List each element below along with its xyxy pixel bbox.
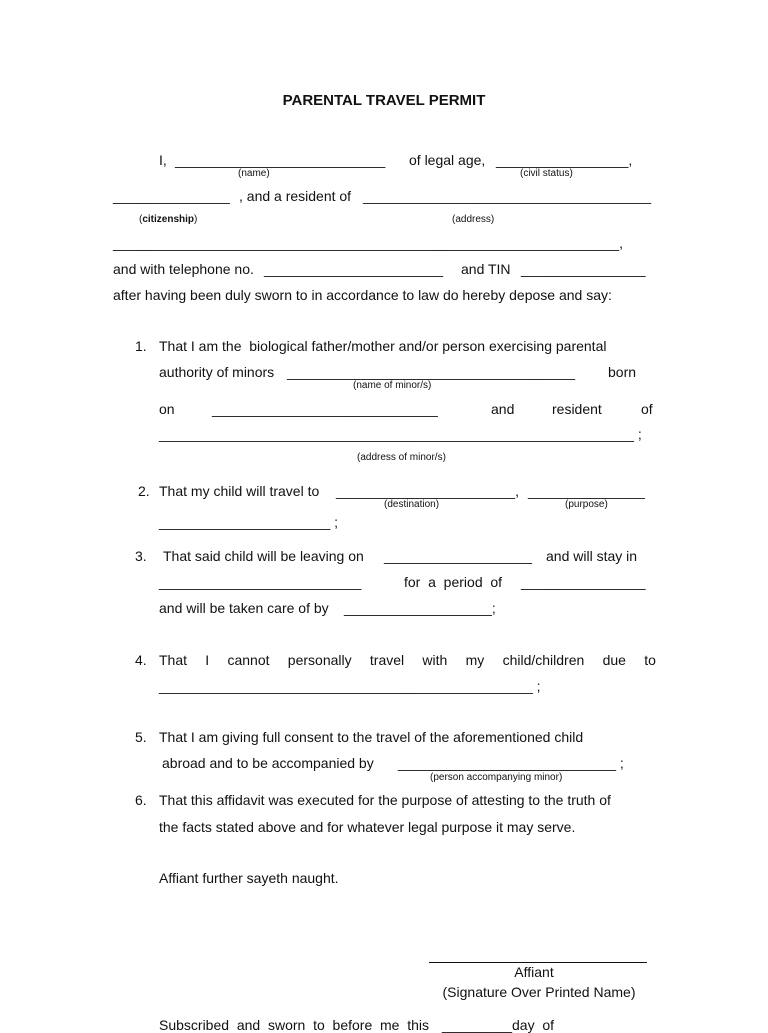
leaving-date-blank[interactable]: ___________________ <box>384 548 532 564</box>
item3-stay-text: and will stay in <box>546 548 638 564</box>
item1-resident-text: resident <box>552 401 602 417</box>
accompanying-person-blank[interactable]: ____________________________ ; <box>398 755 624 771</box>
reason-blank[interactable]: ________________________________________________ ; <box>159 678 541 694</box>
day-of-text: day of <box>512 1017 555 1033</box>
label-purpose: (purpose) <box>565 499 608 510</box>
intro-i: I, <box>159 152 167 168</box>
label-address: (address) <box>452 214 495 225</box>
item6-line2: the facts stated above and for whatever legal purpose it may serve. <box>159 819 576 835</box>
depose-text: after having been duly sworn to in accordance to law do hereby depose and say: <box>113 287 612 303</box>
item3-number: 3. <box>135 548 147 564</box>
destination-blank[interactable]: _______________________, <box>336 483 519 499</box>
telephone-text: and with telephone no. <box>113 261 254 277</box>
affiant-label: Affiant <box>514 964 554 980</box>
citizenship-blank[interactable]: _______________ <box>113 188 230 204</box>
stay-place-blank[interactable]: __________________________ <box>159 574 362 590</box>
minor-address-blank[interactable]: _____________________________________________________________ ; <box>159 426 642 442</box>
period-blank[interactable]: ________________ <box>521 574 646 590</box>
label-citizenship: (citizenship) <box>139 214 198 225</box>
item5-accompanied-text: abroad and to be accompanied by <box>162 755 374 771</box>
name-blank[interactable]: ___________________________ <box>175 152 386 168</box>
item6-line1: That this affidavit was executed for the purpose of attesting to the truth of <box>159 792 611 808</box>
purpose-blank[interactable]: _______________ <box>528 483 645 499</box>
day-blank[interactable]: _________ <box>442 1017 513 1033</box>
caretaker-blank[interactable]: ___________________; <box>344 600 496 616</box>
item4-number: 4. <box>135 652 147 668</box>
legal-age-text: of legal age, <box>409 152 486 168</box>
document-title: PARENTAL TRAVEL PERMIT <box>282 92 486 109</box>
item1-authority-text: authority of minors <box>159 364 275 380</box>
item2-travel-text: That my child will travel to <box>159 483 320 499</box>
signature-line[interactable] <box>429 962 647 963</box>
tin-blank[interactable]: ________________ <box>521 261 646 277</box>
address-blank[interactable]: _____________________________________ <box>363 188 652 204</box>
resident-text: , and a resident of <box>239 188 352 204</box>
birth-date-blank[interactable]: _____________________________ <box>212 401 438 417</box>
item1-on-text: on <box>159 401 175 417</box>
item6-number: 6. <box>135 792 147 808</box>
item1-line1: That I am the biological father/mother and/or person exercising parental <box>159 338 607 354</box>
label-civil-status: (civil status) <box>520 168 573 179</box>
label-name: (name) <box>238 168 270 179</box>
label-minor-name: (name of minor/s) <box>353 380 432 391</box>
address-continuation-blank[interactable]: _________________________________________________________________, <box>113 235 623 251</box>
item4-line1: That I cannot personally travel with my child/children due to <box>159 652 656 668</box>
item1-born-text: born <box>608 364 637 380</box>
label-person-accompanying: (person accompanying minor) <box>430 772 563 783</box>
item5-line1: That I am giving full consent to the travel of the aforementioned child <box>159 729 584 745</box>
tin-text: and TIN <box>461 261 511 277</box>
subscribed-text: Subscribed and sworn to before me this <box>159 1017 430 1033</box>
label-minor-address: (address of minor/s) <box>357 452 446 463</box>
signature-caption: (Signature Over Printed Name) <box>442 984 636 1000</box>
item3-period-text: for a period of <box>404 574 503 590</box>
item2-continuation-blank[interactable]: ______________________ ; <box>159 514 339 530</box>
item3-care-text: and will be taken care of by <box>159 600 329 616</box>
label-destination: (destination) <box>384 499 440 510</box>
item5-number: 5. <box>135 729 147 745</box>
item1-number: 1. <box>135 338 147 354</box>
telephone-blank[interactable]: _______________________ <box>264 261 444 277</box>
item1-of-text: of <box>641 401 653 417</box>
closing-statement: Affiant further sayeth naught. <box>159 870 339 886</box>
item2-number: 2. <box>138 483 150 499</box>
minor-name-blank[interactable]: _____________________________________ <box>287 364 576 380</box>
item1-and-text: and <box>491 401 515 417</box>
civil-status-blank[interactable]: _________________, <box>496 152 633 168</box>
item3-leaving-text: That said child will be leaving on <box>163 548 364 564</box>
